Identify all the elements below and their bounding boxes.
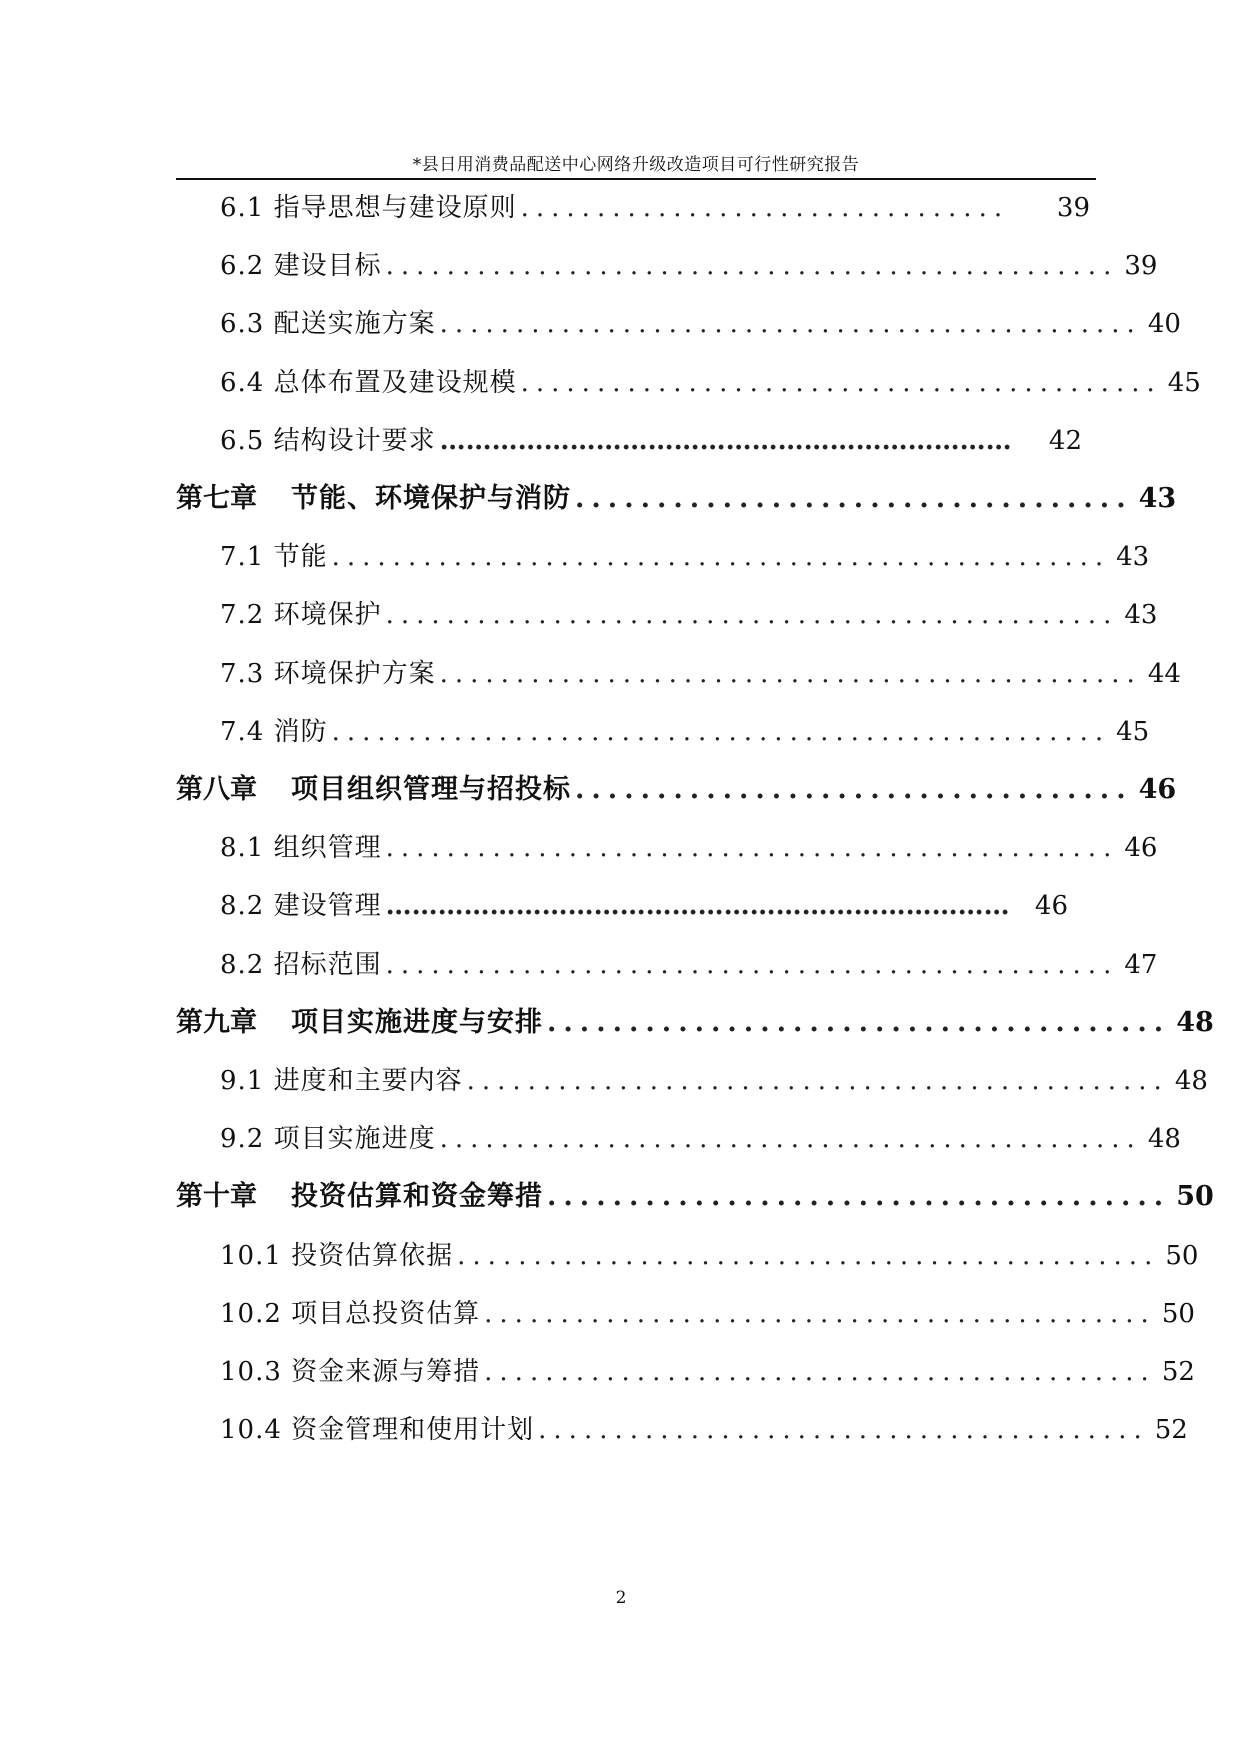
toc-page-number: 40 xyxy=(1147,309,1181,340)
toc-page-number: 43 xyxy=(1124,600,1158,631)
toc-page-number: 46 xyxy=(1124,833,1158,864)
toc-page-number: 48 xyxy=(1147,1124,1181,1155)
toc-section-entry[interactable] xyxy=(220,712,1150,752)
toc-dot-leader: .............................................. xyxy=(439,658,1142,689)
toc-dot-leader: ................................................... xyxy=(331,542,1111,573)
page-number: 2 xyxy=(615,1588,627,1608)
toc-dot-leader: ................................................ xyxy=(385,600,1119,631)
toc-entry-label: 7.3 环境保护方案 xyxy=(220,658,436,689)
toc-entry-label: 6.5 结构设计要求 xyxy=(220,425,436,456)
page-header: *县日用消费品配送中心网络升级改造项目可行性研究报告 xyxy=(412,155,860,175)
toc-chapter-number: 第九章 xyxy=(176,1006,257,1038)
toc-section-entry[interactable] xyxy=(220,595,1158,635)
toc-section-entry[interactable] xyxy=(220,537,1150,577)
toc-chapter-entry[interactable] xyxy=(176,479,1177,519)
toc-entry-label: 7.2 环境保护 xyxy=(220,600,382,631)
toc-page-number: 43 xyxy=(1116,542,1150,573)
toc-page-number: 42 xyxy=(1048,425,1082,456)
toc-dot-leader: ...................................... xyxy=(547,1006,1171,1038)
toc-chapter-entry[interactable] xyxy=(176,770,1177,810)
toc-entry-label: 10.3 资金来源与筹措 xyxy=(220,1357,481,1387)
toc-page-number: 50 xyxy=(1165,1240,1199,1271)
toc-dot-leader: ……………………………………………………………… xyxy=(385,891,1010,922)
toc-entry-label: 9.1 进度和主要内容 xyxy=(220,1066,463,1096)
toc-section-entry[interactable] xyxy=(220,246,1158,286)
toc-dot-leader: .................................. xyxy=(575,774,1133,805)
toc-entry-label: 6.4 总体布置及建设规模 xyxy=(220,367,517,398)
toc-page-number: 43 xyxy=(1138,483,1177,514)
toc-entry-label: 6.1 指导思想与建设原则 xyxy=(220,193,517,223)
toc-chapter-number: 第七章 xyxy=(176,483,257,514)
toc-section-entry[interactable] xyxy=(220,188,1090,228)
toc-section-entry[interactable] xyxy=(220,421,1090,461)
toc-dot-leader: ................................................... xyxy=(331,716,1111,747)
header-rule xyxy=(176,178,1096,180)
toc-entry-label: 6.2 建设目标 xyxy=(220,251,382,282)
toc-dot-leader: ………………………………………………………… xyxy=(439,425,1012,456)
toc-dot-leader: ............................................ xyxy=(484,1357,1156,1387)
toc-dot-leader: .................................. xyxy=(575,483,1133,514)
toc-entry-label: 项目实施进度与安排 xyxy=(291,1006,543,1038)
toc-page-number: 48 xyxy=(1174,1066,1208,1096)
toc-section-entry[interactable] xyxy=(220,1119,1181,1159)
toc-dot-leader: ............................................ xyxy=(484,1298,1156,1329)
toc-entry-label: 投资估算和资金筹措 xyxy=(291,1181,543,1213)
toc-dot-leader: .............................................. xyxy=(439,309,1142,340)
toc-chapter-number: 第十章 xyxy=(176,1181,257,1213)
toc-page-number: 44 xyxy=(1147,658,1181,689)
toc-entry-label: 10.2 项目总投资估算 xyxy=(220,1298,481,1329)
toc-section-entry[interactable] xyxy=(220,363,1201,403)
toc-page-number: 46 xyxy=(1138,774,1177,805)
toc-dot-leader: ...................................... xyxy=(547,1181,1171,1213)
toc-page-number: 47 xyxy=(1124,949,1158,980)
toc-section-entry[interactable] xyxy=(220,886,1090,926)
toc-entry-label: 10.1 投资估算依据 xyxy=(220,1240,454,1271)
toc-page-number: 50 xyxy=(1176,1181,1214,1213)
toc-entry-label: 6.3 配送实施方案 xyxy=(220,309,436,340)
toc-entry-label: 7.1 节能 xyxy=(220,542,328,573)
toc-page-number: 50 xyxy=(1161,1298,1195,1329)
toc-section-entry[interactable] xyxy=(220,1294,1195,1334)
toc-dot-leader: .............................................. xyxy=(457,1240,1160,1271)
toc-dot-leader: ................................................ xyxy=(385,833,1119,864)
toc-section-entry[interactable] xyxy=(220,654,1181,694)
toc-entry-label: 8.1 组织管理 xyxy=(220,833,382,864)
toc-entry-label: 10.4 资金管理和使用计划 xyxy=(220,1415,535,1446)
toc-section-entry[interactable] xyxy=(220,1236,1199,1276)
toc-page-number: 48 xyxy=(1176,1006,1214,1038)
toc-chapter-number: 第八章 xyxy=(176,774,257,805)
toc-dot-leader: ........................................ xyxy=(538,1415,1149,1446)
toc-entry-label: 8.2 建设管理 xyxy=(220,891,382,922)
toc-page-number: 45 xyxy=(1167,367,1201,398)
toc-entry-label: 项目组织管理与招投标 xyxy=(291,774,571,805)
toc-chapter-entry[interactable] xyxy=(176,1177,1214,1217)
toc-section-entry[interactable] xyxy=(220,304,1181,344)
toc-section-entry[interactable] xyxy=(220,1410,1188,1450)
toc-dot-leader: .............................................. xyxy=(439,1124,1142,1155)
toc-entry-label: 7.4 消防 xyxy=(220,716,328,747)
toc-dot-leader: ................................ xyxy=(520,193,1010,223)
toc-entry-label: 节能、环境保护与消防 xyxy=(291,483,571,514)
toc-section-entry[interactable] xyxy=(220,1061,1208,1101)
toc-dot-leader: .............................................. xyxy=(466,1066,1169,1096)
toc-page-number: 52 xyxy=(1161,1357,1195,1387)
toc-entry-label: 9.2 项目实施进度 xyxy=(220,1124,436,1155)
toc-dot-leader: ................................................ xyxy=(385,251,1119,282)
toc-page-number: 45 xyxy=(1116,716,1150,747)
toc-entry-label: 8.2 招标范围 xyxy=(220,949,382,980)
toc-page-number: 46 xyxy=(1034,891,1068,922)
toc-page-number: 39 xyxy=(1056,193,1090,223)
toc-page-number: 39 xyxy=(1124,251,1158,282)
toc-chapter-entry[interactable] xyxy=(176,1003,1214,1043)
toc-dot-leader: ................................................ xyxy=(385,949,1119,980)
toc-page-number: 52 xyxy=(1154,1415,1188,1446)
toc-section-entry[interactable] xyxy=(220,1352,1195,1392)
toc-section-entry[interactable] xyxy=(220,828,1158,868)
toc-section-entry[interactable] xyxy=(220,945,1158,985)
toc-dot-leader: .......................................... xyxy=(520,367,1162,398)
